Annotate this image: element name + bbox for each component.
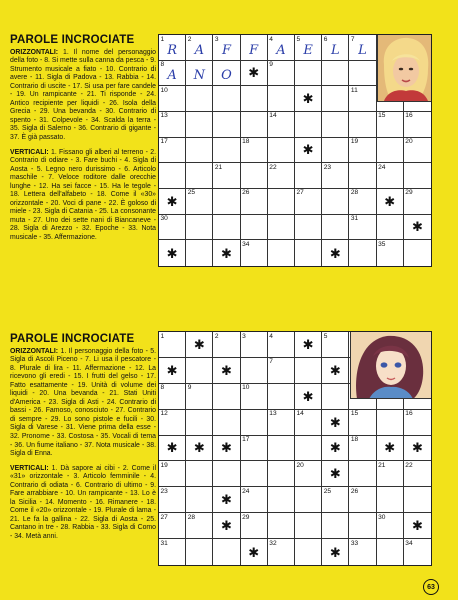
cell-number: 34 xyxy=(242,240,250,248)
crossword-cell[interactable] xyxy=(213,461,240,487)
crossword-cell[interactable] xyxy=(241,487,268,513)
crossword-cell[interactable] xyxy=(349,138,376,164)
crossword-cell[interactable] xyxy=(159,35,186,61)
cell-number: 24 xyxy=(378,163,386,171)
crossword-cell[interactable] xyxy=(241,358,268,384)
cell-number: 34 xyxy=(405,539,413,547)
cell-number: 22 xyxy=(405,461,413,469)
crossword-cell[interactable] xyxy=(295,410,322,436)
crossword-cell[interactable] xyxy=(268,35,295,61)
blocked-cell xyxy=(404,436,431,462)
black-star-icon: ✱ xyxy=(411,219,423,235)
puzzle-1-across-text: 1. Il nome del personaggio della foto - 8. Si mette sulla canna da pesca - 9. Strumento musicale a fiato - 10. Contrario di avere - 11. Sigla di Padova - 13. Rabbia - 14. Contrario di uscite - 17. Si usa per fare candele - 19. Un rampicante - 21. Ti risponde - 24. Antico recipiente per liquidi - 26. Isola della Grecia - 29. Una bevanda - 30. Contrario di spento - 31. Colpevole - 34. Scalda la terra - 35. Sigla di Salerno - 36. Contrario di gigante - 37. È già passato. xyxy=(10,48,156,142)
cell-number: 29 xyxy=(405,189,413,197)
cell-number: 21 xyxy=(378,461,386,469)
black-star-icon: ✱ xyxy=(329,362,341,378)
crossword-cell[interactable] xyxy=(241,240,268,266)
crossword-cell[interactable] xyxy=(241,384,268,410)
crossword-cell[interactable] xyxy=(186,163,213,189)
crossword-cell[interactable] xyxy=(322,138,349,164)
cell-number: 33 xyxy=(350,539,359,547)
crossword-cell[interactable] xyxy=(322,112,349,138)
crossword-cell[interactable] xyxy=(268,163,295,189)
crossword-cell[interactable] xyxy=(213,112,240,138)
cell-number: 13 xyxy=(160,112,168,120)
cell-number: 25 xyxy=(187,189,196,197)
black-star-icon: ✱ xyxy=(221,518,232,534)
cell-number: 28 xyxy=(187,513,196,521)
cell-number: 2 xyxy=(187,35,192,43)
crossword-cell[interactable] xyxy=(213,410,240,436)
crossword-cell[interactable] xyxy=(404,163,431,189)
puzzle-1-down-text: 1. Fissano gli alberi al terreno - 2. Contrario di odiare - 3. Fare buchi - 4. Sigla di Aosta - 5. Legno nero durissimo - 6. Articolo maschile - 7. Veloce roditore dalle orecchie lunghe - 12. Ha sei facce - 15. Ha le tegole - 18. Lettera dell'alfabeto - 18. Come il «30» orizzontale - 20. Voci di pane - 22. È goloso di miele - 23. Sigla di Catania - 25. La consonante muta - 27. Uno dei sette nani di Biancaneve - 28. Sigla di Arezzo - 32. Epoche - 33. Nota musicale - 35. Affermazione. xyxy=(10,148,156,242)
crossword-cell[interactable] xyxy=(186,138,213,164)
cell-number: 29 xyxy=(242,513,250,521)
handwritten-letter: F xyxy=(249,42,259,58)
cell-number: 1 xyxy=(160,35,165,43)
black-star-icon: ✱ xyxy=(248,65,260,81)
cell-number: 32 xyxy=(269,539,277,547)
puzzle-2-down-label: VERTICALI: xyxy=(10,464,49,472)
blocked-cell xyxy=(159,189,186,215)
crossword-cell[interactable] xyxy=(377,215,404,241)
crossword-cell[interactable] xyxy=(295,61,322,87)
crossword-cell[interactable] xyxy=(186,215,213,241)
blocked-cell xyxy=(404,215,431,241)
black-star-icon: ✱ xyxy=(193,440,205,456)
black-star-icon: ✱ xyxy=(329,466,341,482)
cell-number: 25 xyxy=(323,487,332,495)
crossword-cell[interactable] xyxy=(159,384,186,410)
crossword-cell[interactable] xyxy=(241,215,268,241)
crossword-cell[interactable] xyxy=(159,332,186,358)
black-star-icon: ✱ xyxy=(221,245,232,261)
crossword-cell[interactable] xyxy=(213,163,240,189)
cell-number: 21 xyxy=(214,163,223,171)
crossword-cell[interactable] xyxy=(213,138,240,164)
crossword-cell[interactable] xyxy=(186,384,213,410)
crossword-cell[interactable] xyxy=(404,189,431,215)
blocked-cell xyxy=(295,138,322,164)
black-star-icon: ✱ xyxy=(384,440,396,456)
handwritten-letter: A xyxy=(276,42,286,58)
cartoon-heroine-portrait-image xyxy=(351,332,431,399)
cell-number: 2 xyxy=(214,332,219,340)
blocked-cell xyxy=(322,240,349,266)
puzzle-2-across xyxy=(10,348,156,459)
crossword-cell[interactable] xyxy=(404,240,431,266)
crossword-cell[interactable] xyxy=(159,61,186,87)
puzzle-1-clues xyxy=(10,36,156,249)
crossword-cell[interactable] xyxy=(241,86,268,112)
crossword-cell[interactable] xyxy=(159,410,186,436)
crossword-cell[interactable] xyxy=(404,410,431,436)
blocked-cell xyxy=(322,436,349,462)
crossword-cell[interactable] xyxy=(268,487,295,513)
puzzle-1-title: PAROLE INCROCIATE xyxy=(10,34,135,46)
crossword-cell[interactable] xyxy=(241,163,268,189)
crossword-cell[interactable] xyxy=(377,513,404,539)
puzzle-1-photo xyxy=(377,35,431,102)
crossword-cell[interactable] xyxy=(295,539,322,565)
blocked-cell xyxy=(404,513,431,539)
crossword-cell[interactable] xyxy=(322,86,349,112)
crossword-cell[interactable] xyxy=(377,539,404,565)
blocked-cell xyxy=(213,436,240,462)
blocked-cell xyxy=(186,436,213,462)
handwritten-letter: R xyxy=(167,42,177,58)
blocked-cell xyxy=(295,384,322,410)
crossword-cell[interactable] xyxy=(159,138,186,164)
black-star-icon: ✱ xyxy=(221,440,232,456)
crossword-cell[interactable] xyxy=(268,513,295,539)
crossword-cell[interactable] xyxy=(186,358,213,384)
crossword-cell[interactable] xyxy=(349,189,376,215)
crossword-cell[interactable] xyxy=(349,240,376,266)
crossword-cell[interactable] xyxy=(377,163,404,189)
black-star-icon: ✱ xyxy=(166,245,178,261)
blocked-cell xyxy=(295,332,322,358)
crossword-cell[interactable] xyxy=(268,61,295,87)
crossword-cell[interactable] xyxy=(349,163,376,189)
handwritten-letter: O xyxy=(221,68,232,84)
crossword-cell[interactable] xyxy=(404,112,431,138)
cell-number: 28 xyxy=(350,189,359,197)
crossword-cell[interactable] xyxy=(241,35,268,61)
crossword-cell[interactable] xyxy=(159,215,186,241)
crossword-cell[interactable] xyxy=(241,189,268,215)
cell-number: 20 xyxy=(405,138,413,146)
black-star-icon: ✱ xyxy=(302,336,314,352)
cell-number: 30 xyxy=(160,215,168,223)
black-star-icon: ✱ xyxy=(248,544,260,560)
black-star-icon: ✱ xyxy=(384,193,396,209)
puzzle-2-across-text: 1. Il personaggio della foto - 5. Sigla di Ascoli Piceno - 7. Li usa il pescatore - 8. Plurale di lira - 11. Affermazione - 12. La ricevono gli eredi - 15. I frutti del gelso - 17. Fatto esattamente - 19. Unità di volume dei liquidi - 20. Una bevanda - 21. Stati Uniti d'America - 23. Sigla di Asti - 24. Contrario di bassi - 26. Famoso, conosciuto - 27. Contrario di sempre - 29. Lo sono pistole e fucili - 30. Sigla di Varese - 31. Viene prima della esse - 32. Pronome - 33. Costosa - 35. Vocali di tema - 36. Un fiume italiano - 37. Nota musicale - 38. Sigla di Enna. xyxy=(10,347,156,458)
crossword-cell[interactable] xyxy=(349,35,376,61)
cell-number: 4 xyxy=(269,35,273,43)
blocked-cell xyxy=(213,358,240,384)
crossword-cell[interactable] xyxy=(404,461,431,487)
crossword-cell[interactable] xyxy=(349,86,376,112)
crossword-cell[interactable] xyxy=(241,112,268,138)
black-star-icon: ✱ xyxy=(302,388,314,404)
cell-number: 5 xyxy=(323,332,328,340)
black-star-icon: ✱ xyxy=(193,336,205,352)
crossword-cell[interactable] xyxy=(295,358,322,384)
blocked-cell xyxy=(213,487,240,513)
black-star-icon: ✱ xyxy=(221,492,232,508)
crossword-cell[interactable] xyxy=(268,138,295,164)
crossword-cell[interactable] xyxy=(322,384,349,410)
crossword-cell[interactable] xyxy=(322,163,349,189)
crossword-cell[interactable] xyxy=(268,436,295,462)
crossword-cell[interactable] xyxy=(159,539,186,565)
crossword-cell[interactable] xyxy=(213,189,240,215)
cell-number: 16 xyxy=(405,112,413,120)
cell-number: 1 xyxy=(160,332,165,340)
cell-number: 7 xyxy=(269,358,273,366)
cell-number: 19 xyxy=(160,461,168,469)
cell-number: 16 xyxy=(405,410,413,418)
handwritten-letter: A xyxy=(194,42,204,58)
handwritten-letter: E xyxy=(303,42,313,58)
crossword-cell[interactable] xyxy=(213,86,240,112)
black-star-icon: ✱ xyxy=(302,91,314,107)
crossword-cell[interactable] xyxy=(377,112,404,138)
crossword-cell[interactable] xyxy=(186,112,213,138)
cell-number: 23 xyxy=(160,487,168,495)
cell-number: 19 xyxy=(350,138,359,146)
crossword-cell[interactable] xyxy=(186,61,213,87)
crossword-cell[interactable] xyxy=(322,61,349,87)
crossword-cell[interactable] xyxy=(349,436,376,462)
crossword-cell[interactable] xyxy=(241,332,268,358)
cell-number: 8 xyxy=(160,384,165,392)
puzzle-1-down xyxy=(10,149,156,243)
cell-number: 10 xyxy=(242,384,250,392)
crossword-cell[interactable] xyxy=(295,240,322,266)
cell-number: 9 xyxy=(187,384,192,392)
puzzle-2-clues xyxy=(10,335,156,548)
crossword-cell[interactable] xyxy=(159,461,186,487)
cell-number: 9 xyxy=(269,61,273,69)
black-star-icon: ✱ xyxy=(329,544,341,560)
black-star-icon: ✱ xyxy=(329,245,341,261)
crossword-cell[interactable] xyxy=(322,332,349,358)
crossword-cell[interactable] xyxy=(268,332,295,358)
cell-number: 22 xyxy=(269,163,277,171)
cell-number: 17 xyxy=(160,138,168,146)
cell-number: 15 xyxy=(350,410,359,418)
cell-number: 6 xyxy=(323,35,328,43)
crossword-cell[interactable] xyxy=(295,487,322,513)
crossword-cell[interactable] xyxy=(295,35,322,61)
crossword-cell[interactable] xyxy=(186,513,213,539)
cell-number: 35 xyxy=(378,240,386,248)
crossword-cell[interactable] xyxy=(213,35,240,61)
handwritten-letter: F xyxy=(221,42,231,58)
crossword-cell[interactable] xyxy=(349,410,376,436)
cell-number: 23 xyxy=(323,163,332,171)
cell-number: 7 xyxy=(350,35,355,43)
black-star-icon: ✱ xyxy=(166,362,178,378)
black-star-icon: ✱ xyxy=(329,440,341,456)
crossword-cell[interactable] xyxy=(186,35,213,61)
crossword-cell[interactable] xyxy=(268,358,295,384)
crossword-cell[interactable] xyxy=(241,436,268,462)
crossword-cell[interactable] xyxy=(322,215,349,241)
cell-number: 26 xyxy=(242,189,250,197)
crossword-cell[interactable] xyxy=(159,112,186,138)
crossword-cell[interactable] xyxy=(404,138,431,164)
crossword-cell[interactable] xyxy=(268,384,295,410)
crossword-cell[interactable] xyxy=(268,86,295,112)
crossword-cell[interactable] xyxy=(213,384,240,410)
blocked-cell xyxy=(213,513,240,539)
crossword-cell[interactable] xyxy=(241,138,268,164)
crossword-cell[interactable] xyxy=(295,461,322,487)
crossword-cell[interactable] xyxy=(349,61,376,87)
crossword-cell[interactable] xyxy=(349,513,376,539)
puzzle-2-title: PAROLE INCROCIATE xyxy=(10,333,135,345)
crossword-cell[interactable] xyxy=(404,539,431,565)
blocked-cell xyxy=(241,61,268,87)
blocked-cell xyxy=(241,539,268,565)
crossword-cell[interactable] xyxy=(268,539,295,565)
blonde-woman-portrait-image xyxy=(378,35,431,102)
crossword-cell[interactable] xyxy=(213,61,240,87)
crossword-cell[interactable] xyxy=(377,461,404,487)
blocked-cell xyxy=(322,410,349,436)
blocked-cell xyxy=(159,240,186,266)
crossword-cell[interactable] xyxy=(295,189,322,215)
crossword-cell[interactable] xyxy=(295,163,322,189)
black-star-icon: ✱ xyxy=(411,518,423,534)
cell-number: 17 xyxy=(242,436,250,444)
crossword-cell[interactable] xyxy=(404,487,431,513)
crossword-cell[interactable] xyxy=(268,461,295,487)
crossword-cell[interactable] xyxy=(295,215,322,241)
blocked-cell xyxy=(213,240,240,266)
puzzle-1-across-label: ORIZZONTALI: xyxy=(10,48,59,56)
crossword-cell[interactable] xyxy=(186,487,213,513)
blocked-cell xyxy=(377,189,404,215)
puzzle-2-down xyxy=(10,465,156,542)
puzzle-1-down-label: VERTICALI: xyxy=(10,148,49,156)
crossword-cell[interactable] xyxy=(295,112,322,138)
cell-number: 24 xyxy=(242,487,250,495)
crossword-cell[interactable] xyxy=(186,539,213,565)
crossword-cell[interactable] xyxy=(241,410,268,436)
cell-number: 27 xyxy=(160,513,168,521)
crossword-cell[interactable] xyxy=(241,461,268,487)
crossword-cell[interactable] xyxy=(377,410,404,436)
cell-number: 8 xyxy=(160,61,165,69)
blocked-cell xyxy=(322,539,349,565)
crossword-cell[interactable] xyxy=(295,436,322,462)
cell-number: 18 xyxy=(242,138,250,146)
handwritten-letter: L xyxy=(330,42,340,58)
cell-number: 5 xyxy=(296,35,301,43)
cell-number: 3 xyxy=(214,35,219,43)
cell-number: 13 xyxy=(269,410,277,418)
cell-number: 11 xyxy=(350,86,358,94)
crossword-cell[interactable] xyxy=(186,461,213,487)
blocked-cell xyxy=(159,358,186,384)
cell-number: 31 xyxy=(350,215,359,223)
black-star-icon: ✱ xyxy=(166,193,178,209)
cell-number: 14 xyxy=(269,112,277,120)
crossword-cell[interactable] xyxy=(349,215,376,241)
cell-number: 15 xyxy=(378,112,386,120)
blocked-cell xyxy=(377,436,404,462)
crossword-cell[interactable] xyxy=(377,240,404,266)
black-star-icon: ✱ xyxy=(411,440,423,456)
crossword-cell[interactable] xyxy=(349,487,376,513)
cell-number: 10 xyxy=(160,86,168,94)
crossword-cell[interactable] xyxy=(268,410,295,436)
crossword-cell[interactable] xyxy=(213,539,240,565)
blocked-cell xyxy=(322,461,349,487)
cell-number: 27 xyxy=(296,189,304,197)
cell-number: 26 xyxy=(350,487,359,495)
black-star-icon: ✱ xyxy=(302,142,314,158)
crossword-cell[interactable] xyxy=(213,332,240,358)
black-star-icon: ✱ xyxy=(329,414,341,430)
crossword-cell[interactable] xyxy=(213,215,240,241)
crossword-cell[interactable] xyxy=(377,138,404,164)
crossword-cell[interactable] xyxy=(186,410,213,436)
crossword-cell[interactable] xyxy=(186,189,213,215)
crossword-cell[interactable] xyxy=(159,487,186,513)
crossword-cell[interactable] xyxy=(186,86,213,112)
crossword-cell[interactable] xyxy=(349,461,376,487)
crossword-cell[interactable] xyxy=(159,513,186,539)
blocked-cell xyxy=(295,86,322,112)
crossword-cell[interactable] xyxy=(349,539,376,565)
handwritten-letter: N xyxy=(193,68,205,84)
crossword-cell[interactable] xyxy=(268,189,295,215)
crossword-cell[interactable] xyxy=(322,487,349,513)
blocked-cell xyxy=(322,358,349,384)
blocked-cell xyxy=(186,332,213,358)
puzzle-1-across xyxy=(10,49,156,143)
crossword-cell[interactable] xyxy=(322,513,349,539)
cell-number: 3 xyxy=(242,332,246,340)
black-star-icon: ✱ xyxy=(221,362,232,378)
crossword-cell[interactable] xyxy=(349,112,376,138)
cell-number: 12 xyxy=(160,410,168,418)
puzzle-2-photo xyxy=(350,332,431,399)
cell-number: 30 xyxy=(378,513,386,521)
blocked-cell xyxy=(159,436,186,462)
cell-number: 31 xyxy=(160,539,168,547)
puzzle-2-down-text: 1. Dà sapore ai cibi - 2. Come il «31» orizzontale - 3. Articolo femminile - 4. Contrario di odiata - 6. Contrario di ultimo - 9. Fare arrabbiare - 10. Un rampicante - 13. Lo è la Sicilia - 14. Momento - 16. Rimanere - 18. Come il «20» orizzontale - 19. Plurale di lama - 21. Le fa la gallina - 22. Sigla di Aosta - 25. Cantano in tre - 28. Rabbia - 33. Sigla di Como - 34. Metà anni. xyxy=(10,464,156,541)
crossword-cell[interactable] xyxy=(186,240,213,266)
crossword-cell[interactable] xyxy=(268,215,295,241)
crossword-cell[interactable] xyxy=(322,35,349,61)
handwritten-letter: L xyxy=(358,42,367,58)
puzzle-2-across-label: ORIZZONTALI: xyxy=(10,347,59,355)
crossword-cell[interactable] xyxy=(295,513,322,539)
page-number: 63 xyxy=(423,579,439,595)
crossword-cell[interactable] xyxy=(268,240,295,266)
cell-number: 18 xyxy=(350,436,359,444)
cell-number: 4 xyxy=(269,332,273,340)
crossword-cell[interactable] xyxy=(377,487,404,513)
crossword-cell[interactable] xyxy=(268,112,295,138)
black-star-icon: ✱ xyxy=(166,440,178,456)
handwritten-letter: A xyxy=(167,68,177,84)
crossword-cell[interactable] xyxy=(322,189,349,215)
crossword-cell[interactable] xyxy=(159,163,186,189)
cell-number: 14 xyxy=(296,410,304,418)
crossword-cell[interactable] xyxy=(241,513,268,539)
cell-number: 20 xyxy=(296,461,304,469)
crossword-cell[interactable] xyxy=(159,86,186,112)
